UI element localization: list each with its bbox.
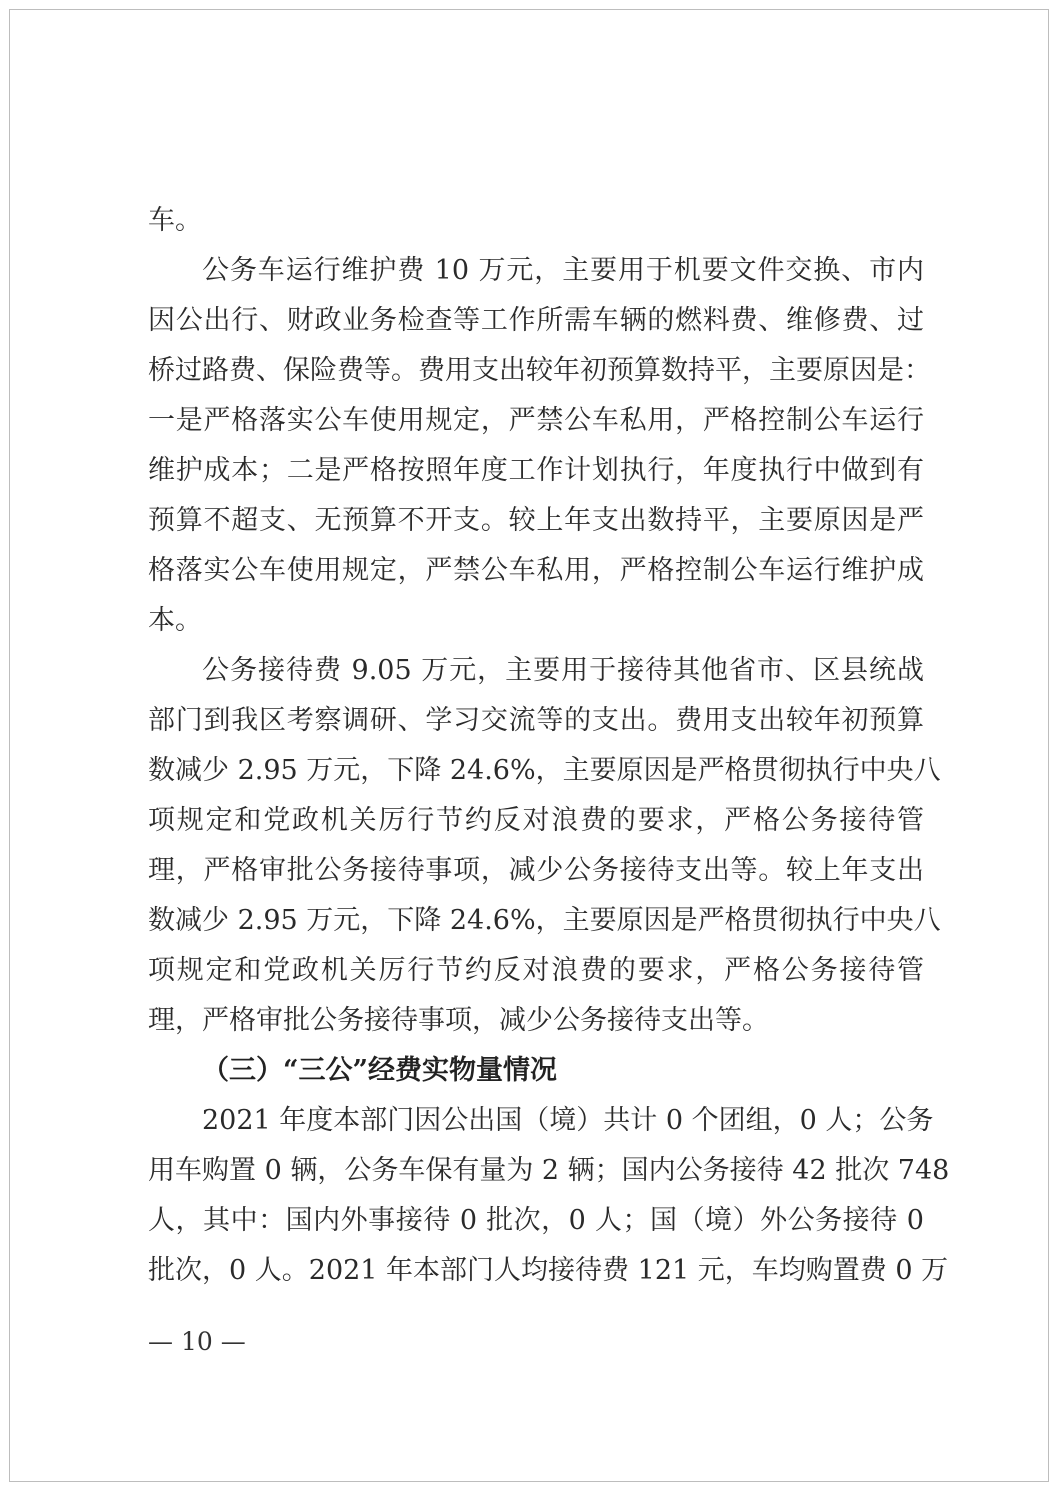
paragraph-line: 格落实公车使用规定，严禁公车私用，严格控制公车运行维护成 — [148, 555, 924, 586]
paragraph-line: 项规定和党政机关厉行节约反对浪费的要求，严格公务接待管 — [148, 955, 924, 986]
paragraph-line: 2021 年度本部门因公出国（境）共计 0 个团组，0 人；公务 — [202, 1105, 934, 1136]
paragraph-line: 数减少 2.95 万元，下降 24.6%，主要原因是严格贯彻执行中央八 — [148, 905, 941, 936]
paragraph-line: 数减少 2.95 万元，下降 24.6%，主要原因是严格贯彻执行中央八 — [148, 755, 941, 786]
paragraph-line: 批次，0 人。2021 年本部门人均接待费 121 元，车均购置费 0 万 — [148, 1255, 949, 1286]
paragraph-line: 项规定和党政机关厉行节约反对浪费的要求，严格公务接待管 — [148, 805, 924, 836]
paragraph-line: 一是严格落实公车使用规定，严禁公车私用，严格控制公车运行 — [148, 405, 924, 436]
paragraph-line: 公务车运行维护费 10 万元，主要用于机要文件交换、市内 — [202, 255, 924, 286]
paragraph-line: 理，严格审批公务接待事项，减少公务接待支出等。 — [148, 1005, 769, 1036]
paragraph-line: 因公出行、财政业务检查等工作所需车辆的燃料费、维修费、过 — [148, 305, 924, 336]
paragraph-line: 公务接待费 9.05 万元，主要用于接待其他省市、区县统战 — [202, 655, 924, 686]
section-heading: （三）“三公”经费实物量情况 — [202, 1055, 558, 1086]
paragraph-line: 部门到我区考察调研、学习交流等的支出。费用支出较年初预算 — [148, 705, 924, 736]
paragraph-line: 维护成本；二是严格按照年度工作计划执行，年度执行中做到有 — [148, 455, 924, 486]
paragraph-line: 桥过路费、保险费等。费用支出较年初预算数持平，主要原因是： — [148, 355, 931, 386]
page-number: — 10 — — [148, 1327, 246, 1356]
paragraph-line: 车。 — [148, 205, 202, 236]
paragraph-line: 本。 — [148, 605, 202, 636]
paragraph-line: 人，其中：国内外事接待 0 批次，0 人；国（境）外公务接待 0 — [148, 1205, 924, 1236]
paragraph-line: 理，严格审批公务接待事项，减少公务接待支出等。较上年支出 — [148, 855, 924, 886]
paragraph-line: 用车购置 0 辆，公务车保有量为 2 辆；国内公务接待 42 批次 748 — [148, 1155, 950, 1186]
paragraph-line: 预算不超支、无预算不开支。较上年支出数持平，主要原因是严 — [148, 505, 924, 536]
